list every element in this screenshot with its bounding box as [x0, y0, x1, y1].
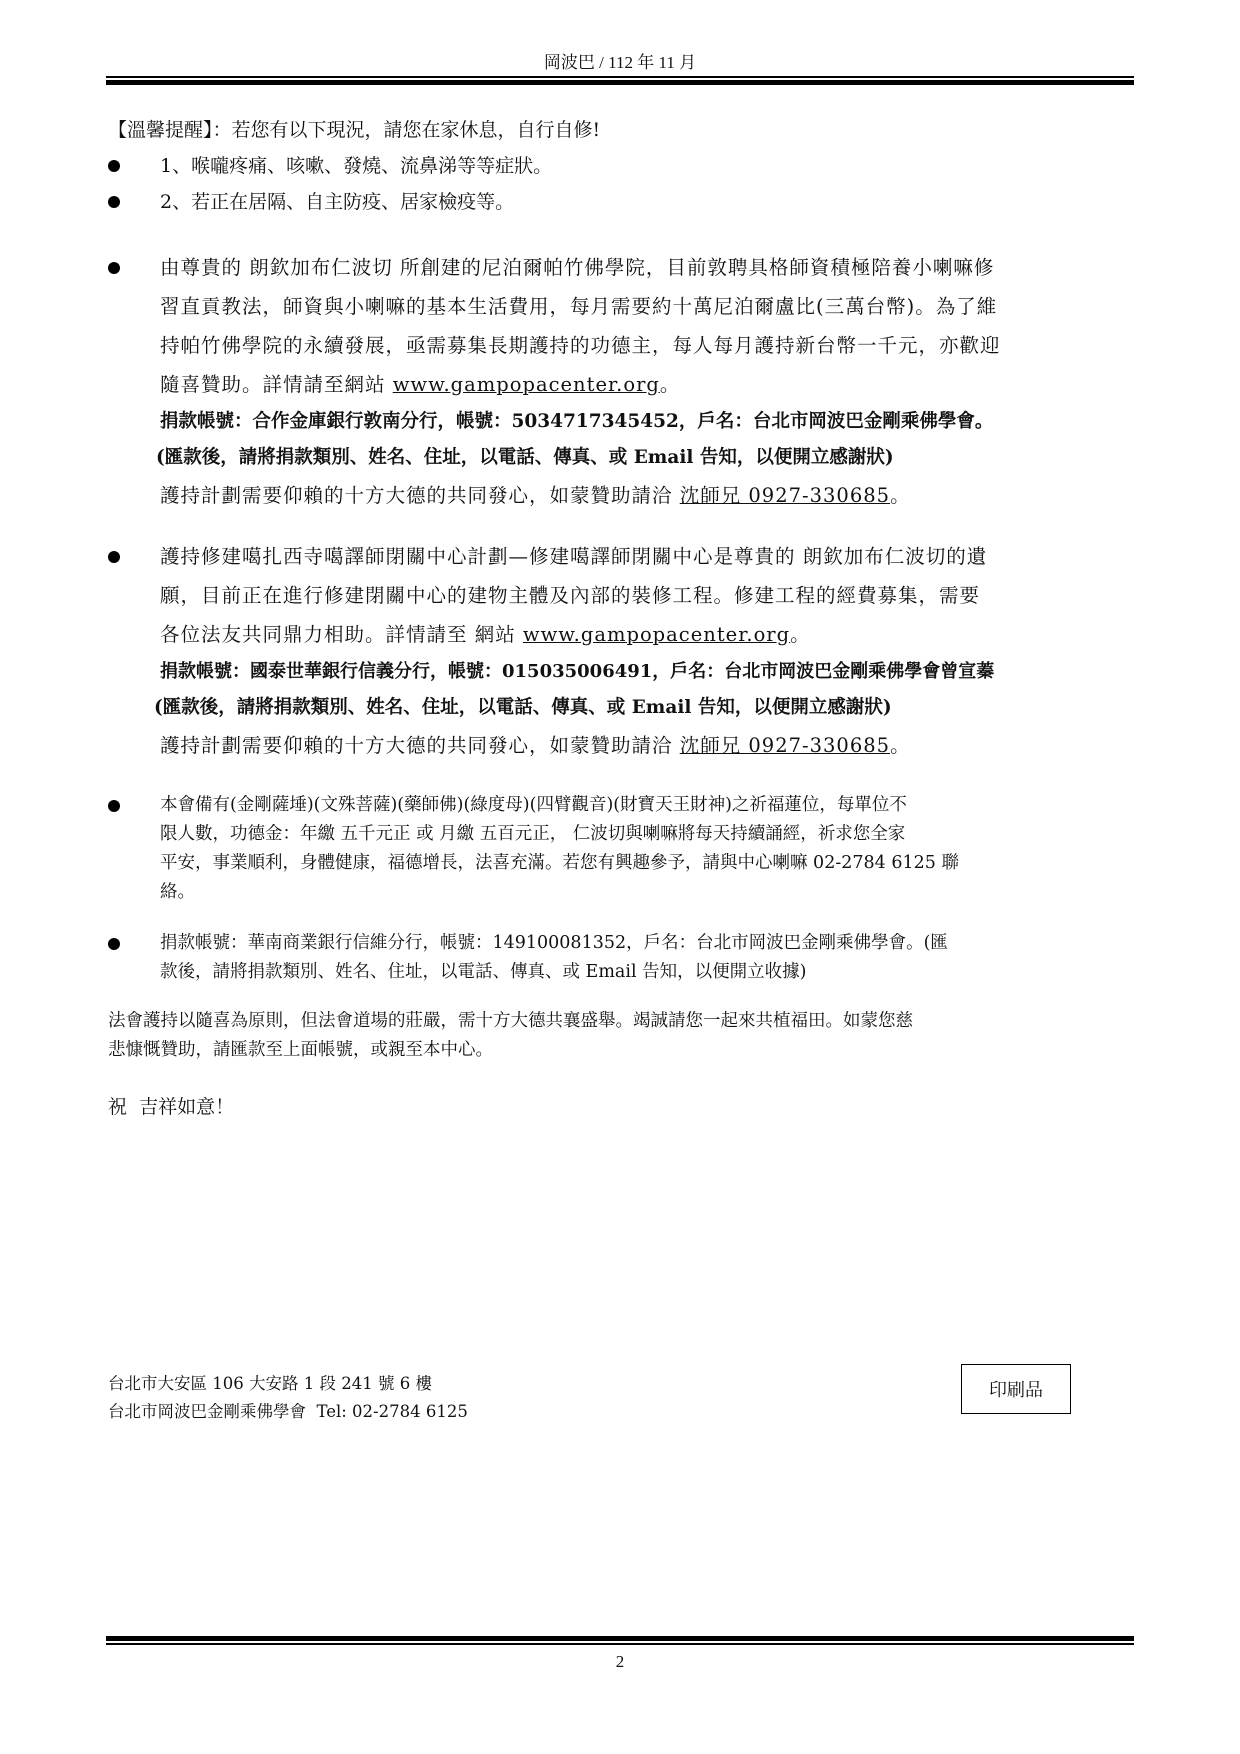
retreat-center-section: [108, 537, 1170, 765]
main-content: [108, 112, 1170, 1125]
bullet-icon: [108, 262, 120, 274]
contact-phone: 沈師兄 0927-330685: [679, 734, 891, 757]
footer-rule: [106, 1636, 1134, 1645]
bullet-icon: [108, 938, 120, 950]
bullet-icon: [108, 160, 120, 172]
header-rule: [106, 76, 1134, 85]
footer-address: 台北市大安區 106 大安路 1 段 241 號 6 樓 台北市岡波巴金剛乘佛學會 Tel: 02-2784 6125: [108, 1374, 468, 1421]
donation-account-section: 捐款帳號：華南商業銀行信維分行，帳號：149100081352，戶名：台北市岡波巴金剛乘佛學會。(匯 款後，請將捐款類別、姓名、住址，以電話、傳真、或 Email 告知，以便開立收據): [108, 929, 1170, 987]
academy-description: 由尊貴的 朗欽加布仁波切 所創建的尼泊爾帕竹佛學院，目前敦聘具格師資積極陪養小喇嘛修 習直貢教法，師資與小喇嘛的基本生活費用，每月需要約十萬尼泊爾盧比(三萬台幣)。為了維 持帕竹佛學院的永續發展，亟需募集長期護持的功德主，每人每月護持新台幣一千元，亦歡迎 隨喜贊助。詳情請至網站 www.gampopacenter.org。: [160, 256, 1001, 396]
blessing-line: 祝 吉祥如意！: [108, 1096, 235, 1118]
website-link[interactable]: www.gampopacenter.org: [522, 623, 791, 646]
bank-account-line: 捐款帳號：國泰世華銀行信義分行，帳號：015035006491，戶名：台北市岡波巴金剛乘佛學會曾宣蓁: [160, 661, 995, 682]
reminder-item: 1、喉嚨疼痛、咳嗽、發燒、流鼻涕等等症狀。: [108, 148, 1170, 184]
reminder-title: 【溫馨提醒】：若您有以下現況，請您在家休息，自行自修!: [108, 119, 601, 141]
website-link[interactable]: www.gampopacenter.org: [392, 373, 660, 396]
contact-line: 護持計劃需要仰賴的十方大德的共同發心，如蒙贊助請洽 沈師兄 0927-330685。: [160, 734, 911, 757]
retreat-description: 護持修建噶扎西寺噶譯師閉關中心計劃—修建噶譯師閉關中心是尊貴的 朗欽加布仁波切的遺 願，目前正在進行修建閉關中心的建物主體及內部的裝修工程。修建工程的經費募集，需要 各位法友共同鼎力相助。詳情請至 網站 www.gampopacenter.org。: [160, 545, 988, 646]
printed-matter-stamp: 印刷品: [961, 1364, 1071, 1414]
bullet-icon: [108, 196, 120, 208]
closing-paragraph: 法會護持以隨喜為原則，但法會道場的莊嚴，需十方大德共襄盛舉。竭誠請您一起來共植福田。如蒙您慈 悲慷慨贊助，請匯款至上面帳號，或親至本中心。: [108, 1011, 913, 1060]
bullet-icon: [108, 800, 120, 812]
academy-support-section: [108, 248, 1170, 515]
page-number: 2: [615, 1652, 625, 1671]
bullet-icon: [108, 551, 120, 563]
blessing-lotus-section: 本會備有(金剛薩埵)(文殊菩薩)(藥師佛)(綠度母)(四臂觀音)(財寶天王財神)之祈福蓮位，每單位不 限人數，功德金：年繳 五千元正 或 月繳 五百元正， 仁波切與喇嘛將每天持續誦經，祈求您全家 平安，事業順利，身體健康，福德增長，法喜充滿。若您有興趣參予，請與中心喇嘛 02-2784 6125 聯 絡。: [108, 791, 1170, 907]
remittance-notice: (匯款後，請將捐款類別、姓名、住址，以電話、傳真、或 Email 告知，以便開立感謝狀): [156, 447, 894, 468]
page-header: 岡波巴 / 112 年 11 月: [543, 53, 697, 72]
remittance-notice: (匯款後，請將捐款類別、姓名、住址，以電話、傳真、或 Email 告知，以便開立感謝狀): [154, 697, 892, 718]
reminder-item: 2、若正在居隔、自主防疫、居家檢疫等。: [108, 184, 1170, 220]
contact-phone: 沈師兄 0927-330685: [679, 484, 891, 507]
reminder-block: [108, 112, 1170, 220]
contact-line: 護持計劃需要仰賴的十方大德的共同發心，如蒙贊助請洽 沈師兄 0927-330685。: [160, 484, 911, 507]
bank-account-line: 捐款帳號：合作金庫銀行敦南分行，帳號：5034717345452，戶名：台北市岡波巴金剛乘佛學會。: [160, 411, 994, 432]
